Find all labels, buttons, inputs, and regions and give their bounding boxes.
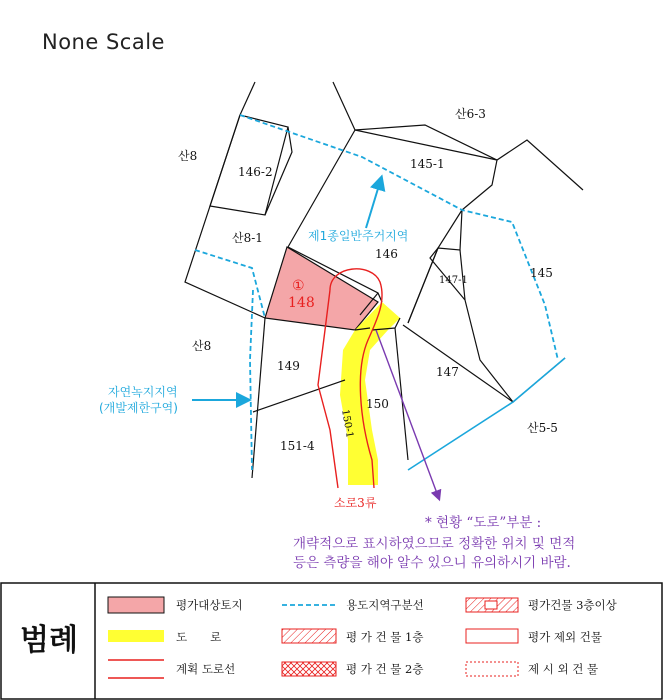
legend-label: 계획 도로선 [176, 662, 236, 676]
legend-swatch-road [108, 630, 164, 642]
note-line: 등은 측량을 해야 알수 있으니 유의하시기 바람. [293, 555, 571, 571]
legend-label: 평 가 건 물 2층 [346, 662, 424, 676]
road-note-arrow [376, 330, 438, 496]
legend-swatch-unlisted [466, 662, 518, 676]
road-class-label: 소로3류 [334, 496, 377, 510]
parcel-label: 산5-5 [527, 421, 558, 435]
residential-arrow [366, 182, 380, 228]
parcel-label: 산8 [192, 339, 212, 353]
zone-label-residential: 제1종일반주거지역 [308, 229, 409, 243]
parcel-label: 147-1 [439, 275, 468, 286]
parcel-label: 145 [530, 266, 553, 280]
legend-swatch-bldg2 [282, 662, 336, 676]
legend-label: 평가건물 3층이상 [528, 598, 617, 612]
legend-label: 평가 제외 건물 [528, 630, 602, 644]
parcel-boundaries [185, 82, 583, 478]
legend-label: 용도지역구분선 [346, 598, 424, 612]
legend [1, 583, 662, 699]
parcel-label: 145-1 [410, 157, 445, 171]
parcel-label: 150 [366, 397, 389, 411]
legend-swatch-subject [108, 597, 164, 613]
note-line: 개략적으로 표시하였으므로 정확한 위치 및 면적 [293, 536, 576, 552]
parcel-label: 산6-3 [455, 107, 486, 121]
parcel-label: 146 [375, 247, 398, 261]
legend-swatch-bldg1 [282, 629, 336, 643]
parcel-label: 146-2 [238, 165, 273, 179]
parcel-label: 산8-1 [232, 231, 263, 245]
parcel-label: 151-4 [280, 439, 315, 453]
subject-parcel [265, 247, 378, 330]
subject-marker: ① [292, 278, 305, 294]
parcel-label: 산8 [178, 149, 198, 163]
legend-swatch-excluded [466, 629, 518, 643]
legend-title: 범례 [20, 623, 78, 658]
legend-label: 평 가 건 물 1층 [346, 630, 424, 644]
legend-label: 도 로 [176, 630, 222, 644]
parcel-label: 149 [277, 359, 300, 373]
subject-number: 148 [288, 295, 315, 311]
zone-label-green: 자연녹지지역 [108, 385, 178, 399]
legend-label: 평가대상토지 [176, 598, 243, 612]
zone-label-green-sub: (개발제한구역) [99, 401, 178, 415]
legend-label: 제 시 외 건 물 [528, 662, 599, 676]
zone-boundary-solid [513, 358, 565, 402]
note-line: * 현황 “도로”부분 : [425, 515, 542, 531]
parcel-label: 150-1 [339, 408, 355, 439]
scale-label: None Scale [42, 30, 165, 54]
parcel-label: 147 [436, 365, 459, 379]
legend-swatch-bldg3-inner [485, 601, 497, 609]
